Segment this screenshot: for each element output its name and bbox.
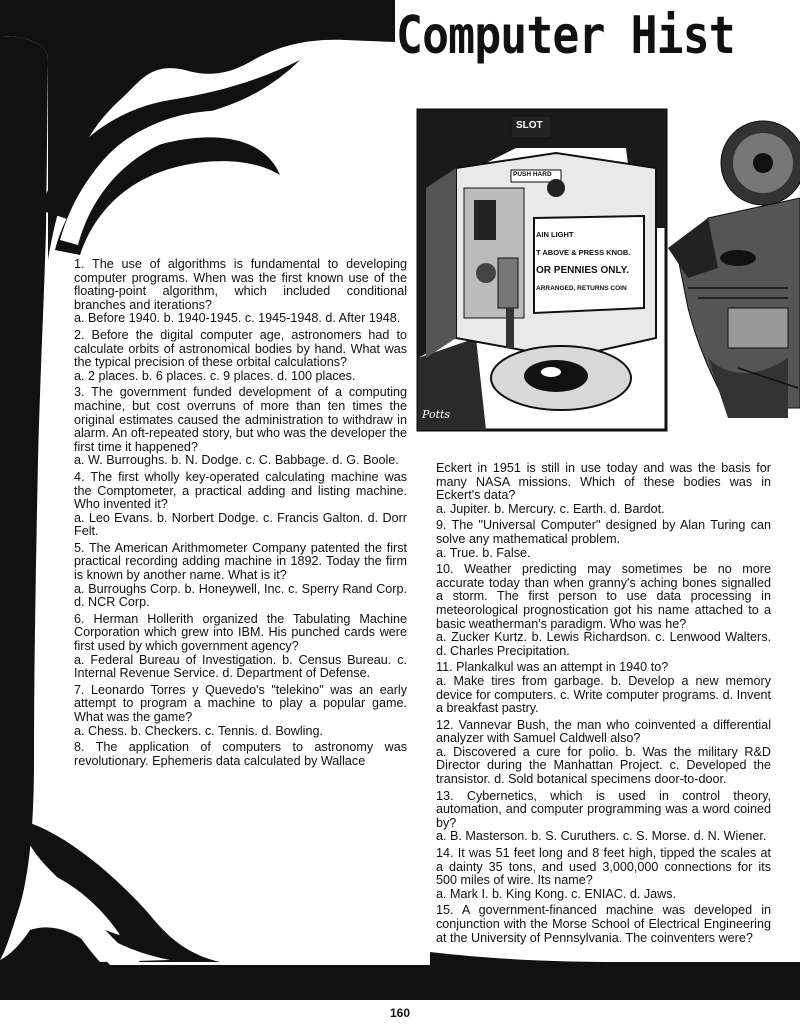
question-11 <box>436 661 771 715</box>
question-7-text: 7. Leonardo Torres y Quevedo's "telekino" was an early attempt to program a machine to play a popular game. What was the game? <box>74 682 407 724</box>
question-5 <box>74 542 407 610</box>
question-9-options: a. True. b. False. <box>436 545 531 560</box>
sign-line-1: AIN LIGHT <box>536 230 574 239</box>
question-2 <box>74 329 407 383</box>
sign-line-2: T ABOVE & PRESS KNOB. <box>536 248 631 257</box>
question-14 <box>436 847 771 901</box>
slot-machine-illustration <box>416 108 668 432</box>
sign-line-4: ARRANGED, RETURNS COIN <box>536 285 627 292</box>
question-6-options: a. Federal Bureau of Investigation. b. Census Bureau. c. Internal Revenue Service. d. Department of Defense. <box>74 652 407 681</box>
question-8 <box>74 741 407 768</box>
question-14-options: a. Mark I. b. King Kong. c. ENIAC. d. Jaws. <box>436 886 677 901</box>
page-number: 160 <box>389 1006 411 1020</box>
push-hard-label: PUSH HARD <box>513 171 552 178</box>
question-2-options: a. 2 places. b. 6 places. c. 9 places. d. 100 places. <box>74 368 356 383</box>
question-13-text: 13. Cybernetics, which is used in control theory, automation, and computer programming was a word coined by? <box>436 788 771 830</box>
right-column <box>436 462 771 948</box>
question-12-options: a. Discovered a cure for polio. b. Was the military R&D Director during the Manhattan Project. c. Developed the transistor. d. Sold botanical specimens door-to-door. <box>436 744 771 787</box>
question-6 <box>74 613 407 681</box>
question-1-options: a. Before 1940. b. 1940-1945. c. 1945-1948. d. After 1948. <box>74 311 401 326</box>
question-8-continued-text: Eckert in 1951 is still in use today and was the basis for many NASA missions. Which of these bodies was in Eckert's data? <box>436 461 771 503</box>
question-10-options: a. Zucker Kurtz. b. Lewis Richardson. c. Lenwood Walters. d. Charles Precipitation. <box>436 630 771 658</box>
slot-sign-label: SLOT <box>516 120 543 131</box>
question-8-continued-options: a. Jupiter. b. Mercury. c. Earth. d. Bardot. <box>436 501 665 516</box>
question-4-text: 4. The first wholly key-operated calculating machine was the Comptometer, a practical adding and listing machine. Who invented it? <box>74 469 407 512</box>
question-13-options: a. B. Masterson. b. S. Curuthers. c. S. Morse. d. N. Wiener. <box>436 829 767 844</box>
question-10 <box>436 563 771 658</box>
question-9-text: 9. The "Universal Computer" designed by Alan Turing can solve any mathematical problem. <box>436 518 771 546</box>
question-3 <box>74 386 407 468</box>
sign-line-3: OR PENNIES ONLY. <box>536 265 629 276</box>
question-5-options: a. Burroughs Corp. b. Honeywell, Inc. c. Sperry Rand Corp. d. NCR Corp. <box>74 581 407 610</box>
question-2-text: 2. Before the digital computer age, astronomers had to calculate orbits of astronomical bodies by hand. What was the typical precision of these orbital calculations? <box>74 327 407 370</box>
mechanical-head-drawing <box>668 108 800 432</box>
mechanical-head-illustration <box>668 108 800 432</box>
question-4 <box>74 471 407 539</box>
question-10-text: 10. Weather predicting may sometimes be no more accurate today than when granny's aching bones signalled a storm. The first person to use data processing in meteorological prognostication got his name attached to a basic weatherman's paradigm. Who was he? <box>436 562 771 631</box>
question-11-options: a. Make tires from garbage. b. Develop a new memory device for computers. c. Write computer programs. d. Invent a breakfast pastry. <box>436 673 771 716</box>
question-9 <box>436 519 771 560</box>
question-15-text: 15. A government-financed machine was developed in conjunction with the Morse School of Electrical Engineering at the University of Pennsylvania. The coinventers were? <box>436 903 771 945</box>
question-7-options: a. Chess. b. Checkers. c. Tennis. d. Bowling. <box>74 723 323 738</box>
question-5-text: 5. The American Arithmometer Company patented the first practical recording adding machine in 1892. Today the firm is known by another name. What is it? <box>74 540 407 583</box>
question-4-options: a. Leo Evans. b. Norbert Dodge. c. Francis Galton. d. Dorr Felt. <box>74 510 407 539</box>
question-6-text: 6. Herman Hollerith organized the Tabulating Machine Corporation which grew into IBM. His punched cards were first used by which government agency? <box>74 611 407 654</box>
question-1 <box>74 258 407 326</box>
question-3-options: a. W. Burroughs. b. N. Dodge. c. C. Babbage. d. G. Boole. <box>74 453 399 468</box>
artist-signature: Potts <box>422 408 451 421</box>
question-12-text: 12. Vannevar Bush, the man who coinvented a differential analyzer with Samuel Caldwell also? <box>436 717 771 746</box>
left-column <box>74 258 407 771</box>
question-3-text: 3. The government funded development of a computing machine, but cost overruns of more than ten times the original estimates caused the administration to withdraw in alarm. An oft-repeated story, but who was the developer the first time it happened? <box>74 385 407 454</box>
question-15 <box>436 904 771 945</box>
page-title: Computer Hist <box>396 6 735 66</box>
question-13 <box>436 790 771 844</box>
question-11-text: 11. Plankalkul was an attempt in 1940 to? <box>436 660 669 675</box>
machine-sign-text <box>536 226 642 298</box>
question-8-text: 8. The application of computers to astronomy was revolutionary. Ephemeris data calculated by Wallace <box>74 740 407 768</box>
question-14-text: 14. It was 51 feet long and 8 feet high, tipped the scales at a dainty 35 tons, and used 3,000,000 connections for its 500 miles of wire. Its name? <box>436 846 771 888</box>
question-7 <box>74 684 407 738</box>
question-12 <box>436 719 771 787</box>
question-8-continued <box>436 462 771 516</box>
question-1-text: 1. The use of algorithms is fundamental to developing computer programs. When was the first known use of the floating-point algorithm, which included conditional branches and iterations? <box>74 257 407 312</box>
